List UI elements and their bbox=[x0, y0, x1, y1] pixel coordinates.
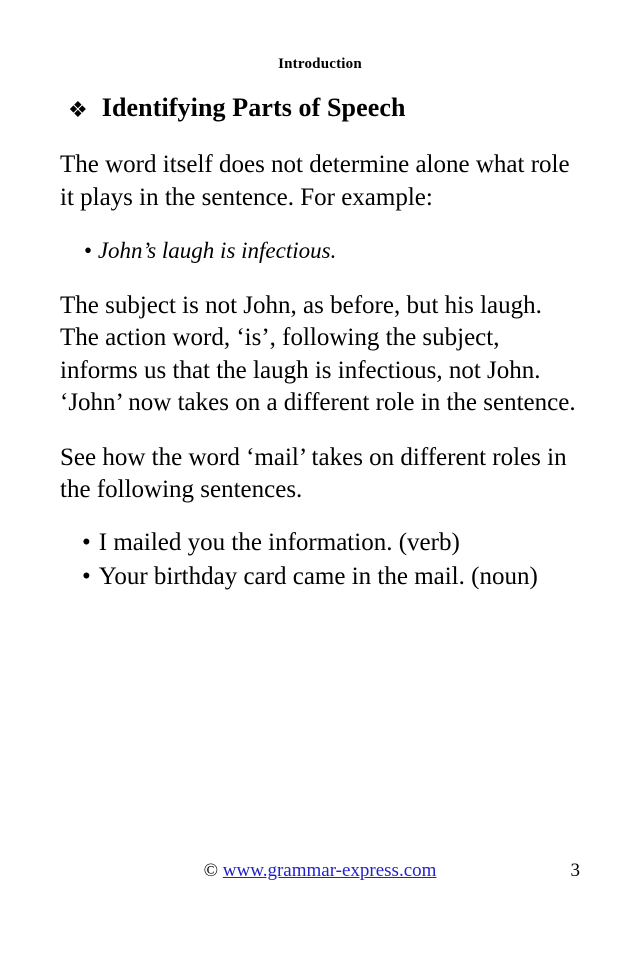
paragraph-3: See how the word ‘mail’ takes on different roles in the following sentences. bbox=[60, 443, 567, 504]
section-heading bbox=[68, 93, 580, 123]
bullet-icon: • bbox=[82, 563, 91, 591]
running-head: Introduction bbox=[278, 56, 362, 72]
list-item bbox=[82, 527, 580, 560]
list-item-text: Your birthday card came in the mail. (noun) bbox=[98, 563, 538, 591]
footer-copyright bbox=[204, 860, 437, 882]
paragraph-1: The word itself does not determine alone what role it plays in the sentence. For example: bbox=[60, 151, 570, 211]
bullet-icon: • bbox=[82, 528, 91, 556]
page-footer bbox=[60, 860, 580, 882]
example-text: John’s laugh is infectious. bbox=[97, 238, 337, 263]
list-item-text: I mailed you the information. (verb) bbox=[98, 528, 460, 556]
example-item bbox=[84, 236, 580, 266]
diamond-bullet-icon: ❖ bbox=[68, 97, 88, 122]
examples-list bbox=[82, 527, 580, 594]
list-item bbox=[82, 561, 580, 594]
section-heading-text: Identifying Parts of Speech bbox=[101, 93, 406, 122]
copyright-symbol: © bbox=[203, 860, 219, 881]
bullet-icon: • bbox=[84, 238, 93, 263]
page-number: 3 bbox=[570, 860, 580, 881]
website-link[interactable]: www.grammar-express.com bbox=[222, 860, 437, 881]
paragraph-2: The subject is not John, as before, but his laugh. The action word, ‘is’, following the subject, informs us that the laugh is infectious, not John. ‘John’ now takes on a different role in the sentence. bbox=[60, 291, 576, 417]
